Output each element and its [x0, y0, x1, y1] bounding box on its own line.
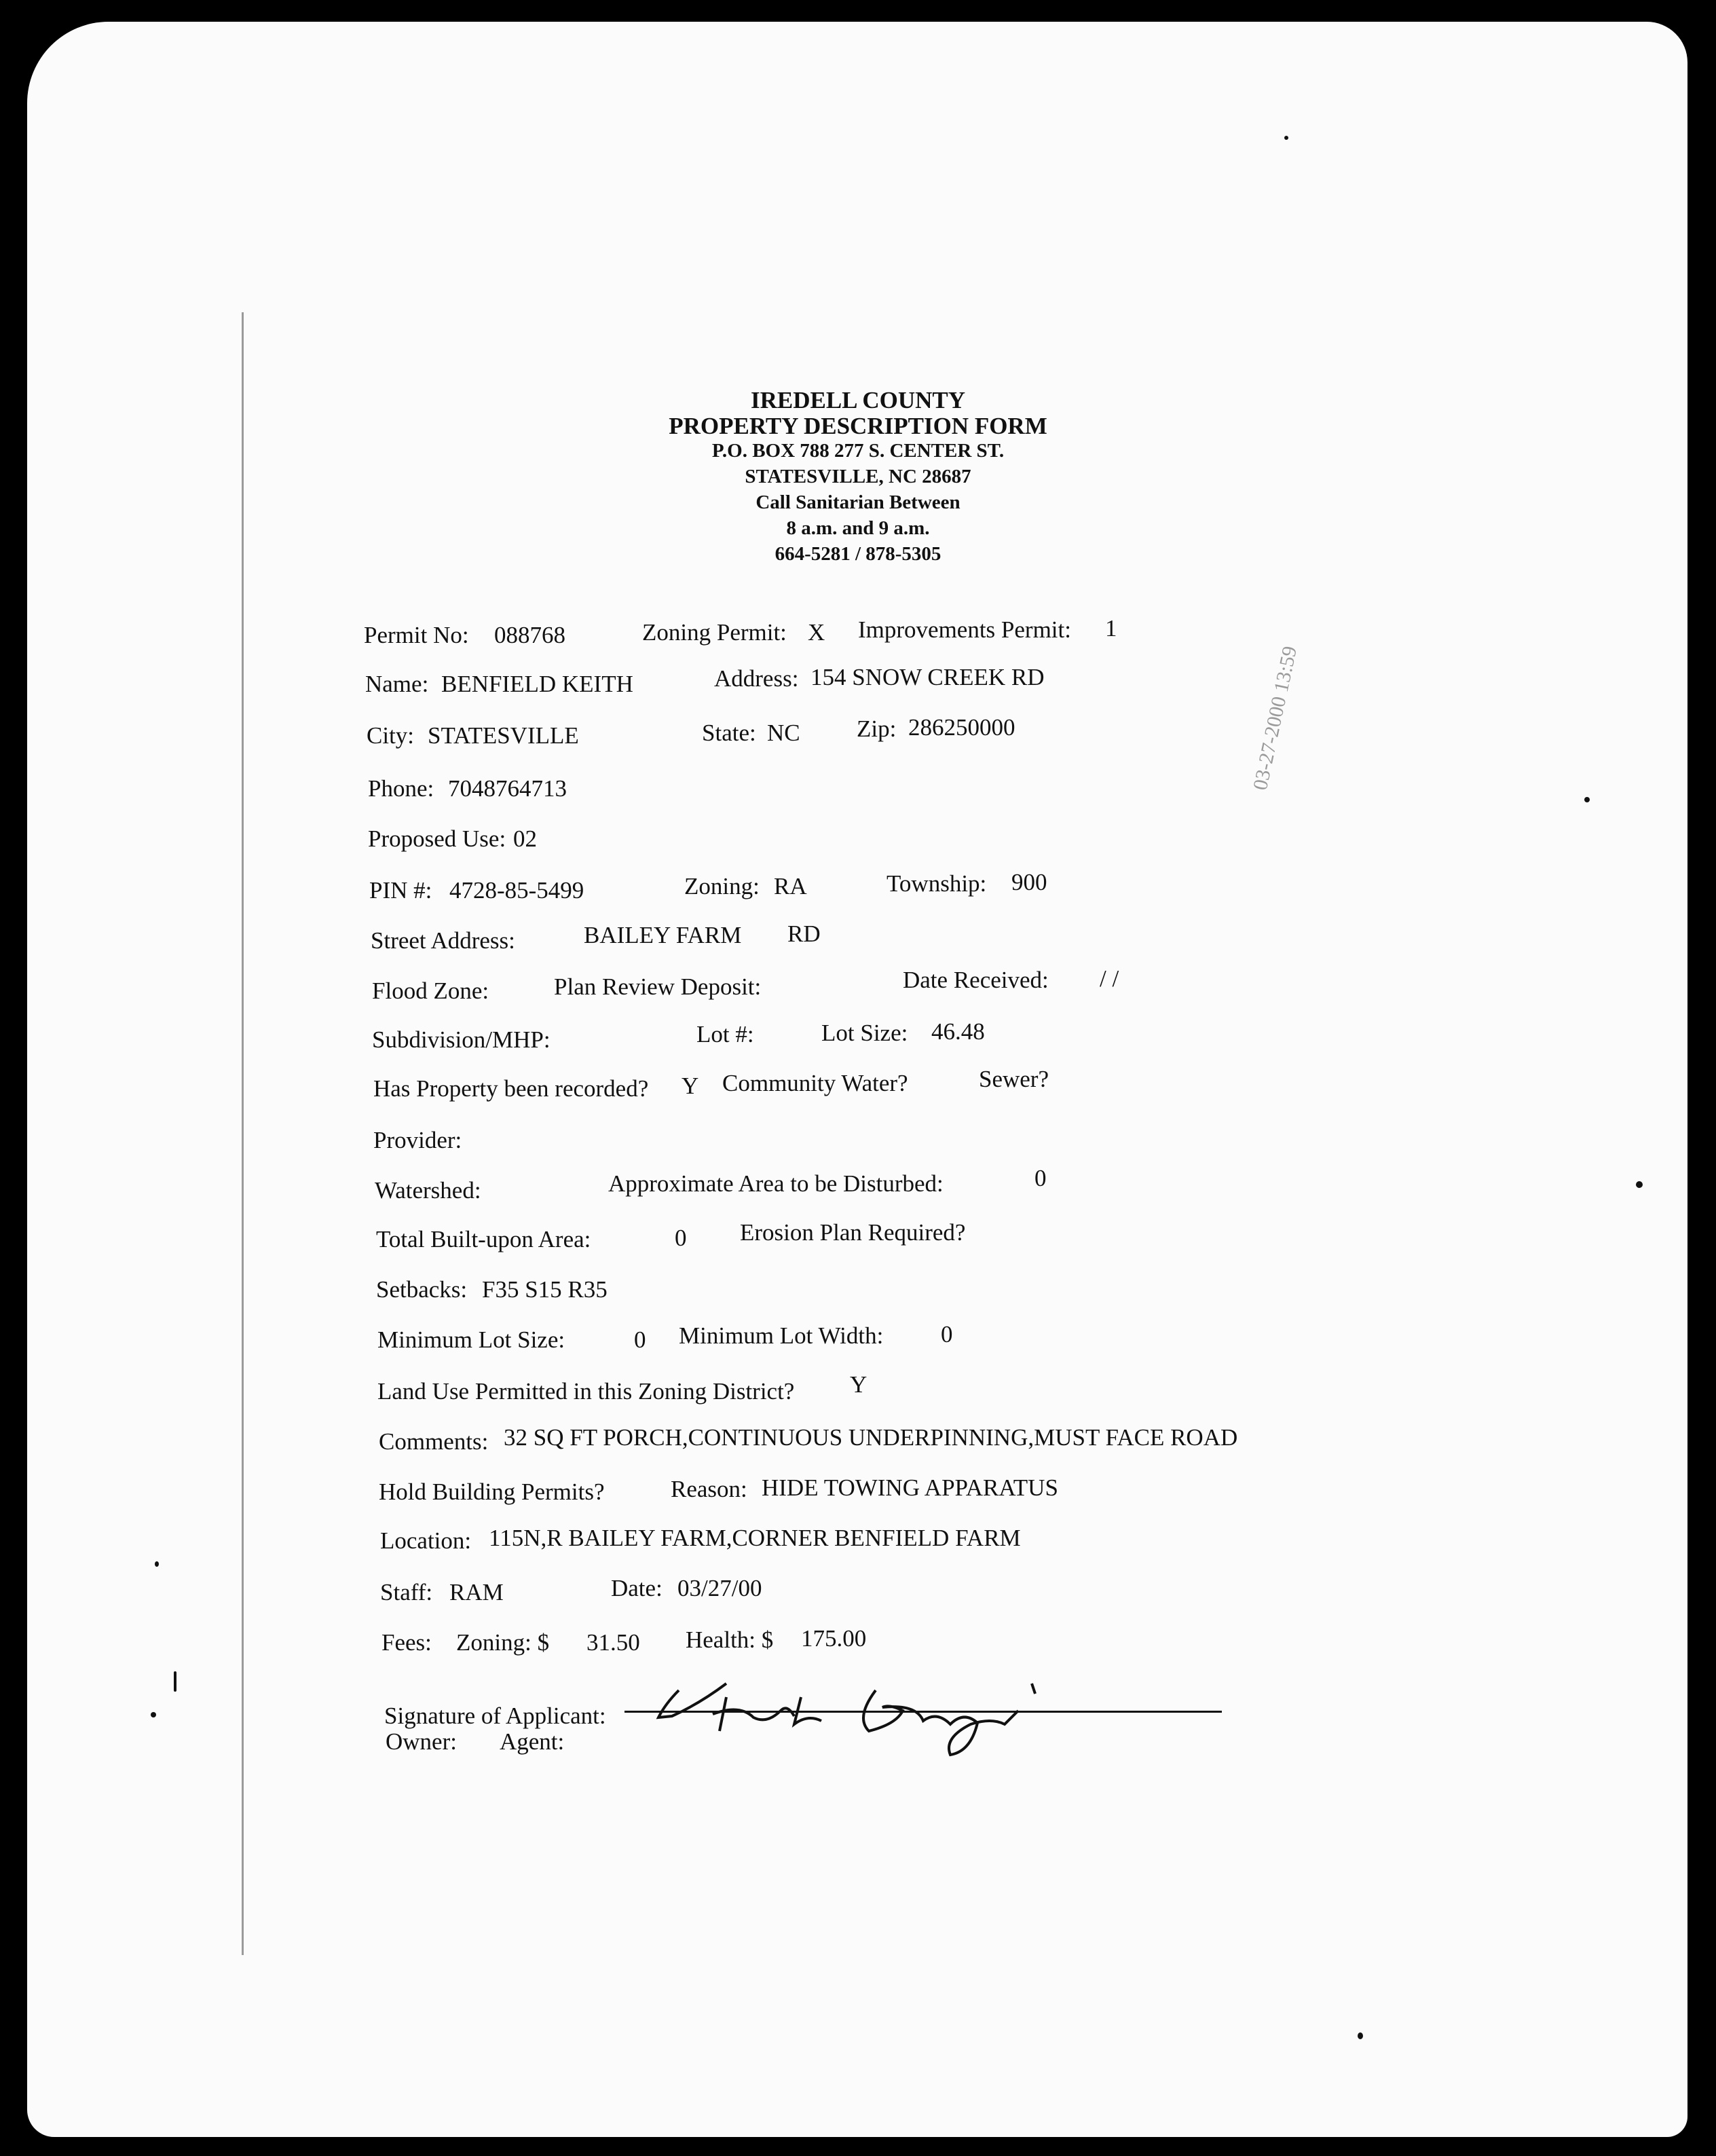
scan-speck — [151, 1712, 156, 1717]
call-line: Call Sanitarian Between — [756, 491, 960, 513]
min-lot-width-label: Minimum Lot Width: — [679, 1322, 884, 1349]
owner-label: Owner: — [386, 1728, 457, 1755]
recorded-label: Has Property been recorded? — [373, 1075, 649, 1102]
plan-review-label: Plan Review Deposit: — [554, 973, 762, 1000]
address-label: Address: — [714, 665, 799, 692]
location-label: Location: — [380, 1527, 472, 1554]
min-lot-size: 0 — [634, 1326, 646, 1353]
lot-size-label: Lot Size: — [821, 1020, 908, 1046]
fees-health: 175.00 — [801, 1625, 867, 1652]
setbacks: F35 S15 R35 — [482, 1276, 608, 1303]
watershed-label: Watershed: — [375, 1177, 481, 1204]
staff-label: Staff: — [380, 1579, 433, 1605]
fees-zoning-label: Zoning: $ — [456, 1629, 550, 1656]
provider-label: Provider: — [373, 1127, 462, 1153]
city: STATESVILLE — [428, 722, 579, 749]
subdivision-label: Subdivision/MHP: — [372, 1026, 551, 1053]
date-received: / / — [1100, 965, 1119, 992]
date-label: Date: — [611, 1575, 663, 1601]
scan-speck — [1358, 2032, 1363, 2039]
area-disturbed: 0 — [1034, 1165, 1047, 1191]
land-use-label: Land Use Permitted in this Zoning District? — [377, 1378, 795, 1405]
scan-speck — [174, 1671, 176, 1692]
improvements-permit-label: Improvements Permit: — [858, 616, 1071, 643]
zoning: RA — [774, 873, 807, 899]
date-stamp: 03-27-2000 13:59 — [1249, 644, 1302, 792]
lot-no-label: Lot #: — [696, 1021, 754, 1047]
scan-speck — [155, 1561, 159, 1567]
land-use: Y — [850, 1371, 868, 1398]
proposed-use: 02 — [513, 825, 537, 852]
lot-size: 46.48 — [931, 1018, 985, 1045]
proposed-use-label: Proposed Use: — [368, 825, 506, 852]
flood-zone-label: Flood Zone: — [372, 978, 489, 1004]
min-lot-size-label: Minimum Lot Size: — [377, 1326, 565, 1353]
permit-no-label: Permit No: — [364, 622, 469, 648]
min-lot-width: 0 — [941, 1321, 953, 1348]
permit-no: 088768 — [494, 622, 565, 648]
scan-speck — [1584, 797, 1590, 802]
city-label: City: — [367, 722, 415, 749]
city-line: STATESVILLE, NC 28687 — [745, 466, 971, 487]
signature-label: Signature of Applicant: — [384, 1703, 606, 1729]
community-water-label: Community Water? — [722, 1070, 908, 1096]
scan-speck — [1284, 136, 1288, 140]
name: BENFIELD KEITH — [441, 671, 633, 697]
state-label: State: — [702, 720, 756, 746]
comments: 32 SQ FT PORCH,CONTINUOUS UNDERPINNING,MUST FACE ROAD — [504, 1424, 1238, 1451]
form-title: PROPERTY DESCRIPTION FORM — [669, 413, 1047, 439]
setbacks-label: Setbacks: — [376, 1276, 468, 1303]
reason: HIDE TOWING APPARATUS — [762, 1474, 1058, 1501]
zoning-permit-label: Zoning Permit: — [642, 619, 787, 646]
built-upon-label: Total Built-upon Area: — [376, 1226, 591, 1252]
date: 03/27/00 — [677, 1575, 762, 1601]
street-address-name: BAILEY FARM — [584, 922, 742, 948]
date-received-label: Date Received: — [903, 967, 1049, 993]
zip-label: Zip: — [857, 715, 897, 742]
reason-label: Reason: — [671, 1476, 747, 1502]
phone-numbers: 664-5281 / 878-5305 — [775, 543, 941, 565]
recorded: Y — [682, 1073, 699, 1099]
agent-label: Agent: — [500, 1728, 565, 1755]
hold-label: Hold Building Permits? — [379, 1479, 605, 1505]
sewer-label: Sewer? — [979, 1066, 1049, 1092]
fees-zoning: 31.50 — [586, 1629, 640, 1656]
name-label: Name: — [365, 671, 429, 697]
township-label: Township: — [887, 870, 987, 897]
hours: 8 a.m. and 9 a.m. — [786, 517, 930, 539]
township: 900 — [1011, 869, 1047, 895]
county-name: IREDELL COUNTY — [750, 387, 966, 413]
zoning-permit: X — [808, 619, 825, 646]
pin-label: PIN #: — [369, 877, 432, 904]
staff: RAM — [449, 1579, 504, 1605]
zoning-label: Zoning: — [684, 873, 760, 899]
street-address-label: Street Address: — [371, 927, 515, 954]
pin: 4728-85-5499 — [449, 877, 584, 904]
improvements-permit: 1 — [1105, 615, 1117, 642]
zip: 286250000 — [908, 714, 1015, 741]
state: NC — [767, 720, 800, 746]
fees-health-label: Health: $ — [686, 1627, 774, 1653]
street-address-suffix: RD — [787, 921, 821, 947]
scan-speck — [1636, 1181, 1643, 1188]
phone-label: Phone: — [368, 775, 434, 802]
handwritten-signature — [652, 1656, 1072, 1758]
fees-label: Fees: — [381, 1629, 432, 1656]
comments-label: Comments: — [379, 1428, 489, 1455]
area-disturbed-label: Approximate Area to be Disturbed: — [608, 1170, 944, 1197]
po-box: P.O. BOX 788 277 S. CENTER ST. — [711, 440, 1005, 462]
address: 154 SNOW CREEK RD — [810, 664, 1045, 690]
erosion-label: Erosion Plan Required? — [740, 1219, 966, 1246]
phone: 7048764713 — [448, 775, 567, 802]
built-upon: 0 — [675, 1225, 687, 1251]
location: 115N,R BAILEY FARM,CORNER BENFIELD FARM — [489, 1525, 1021, 1551]
